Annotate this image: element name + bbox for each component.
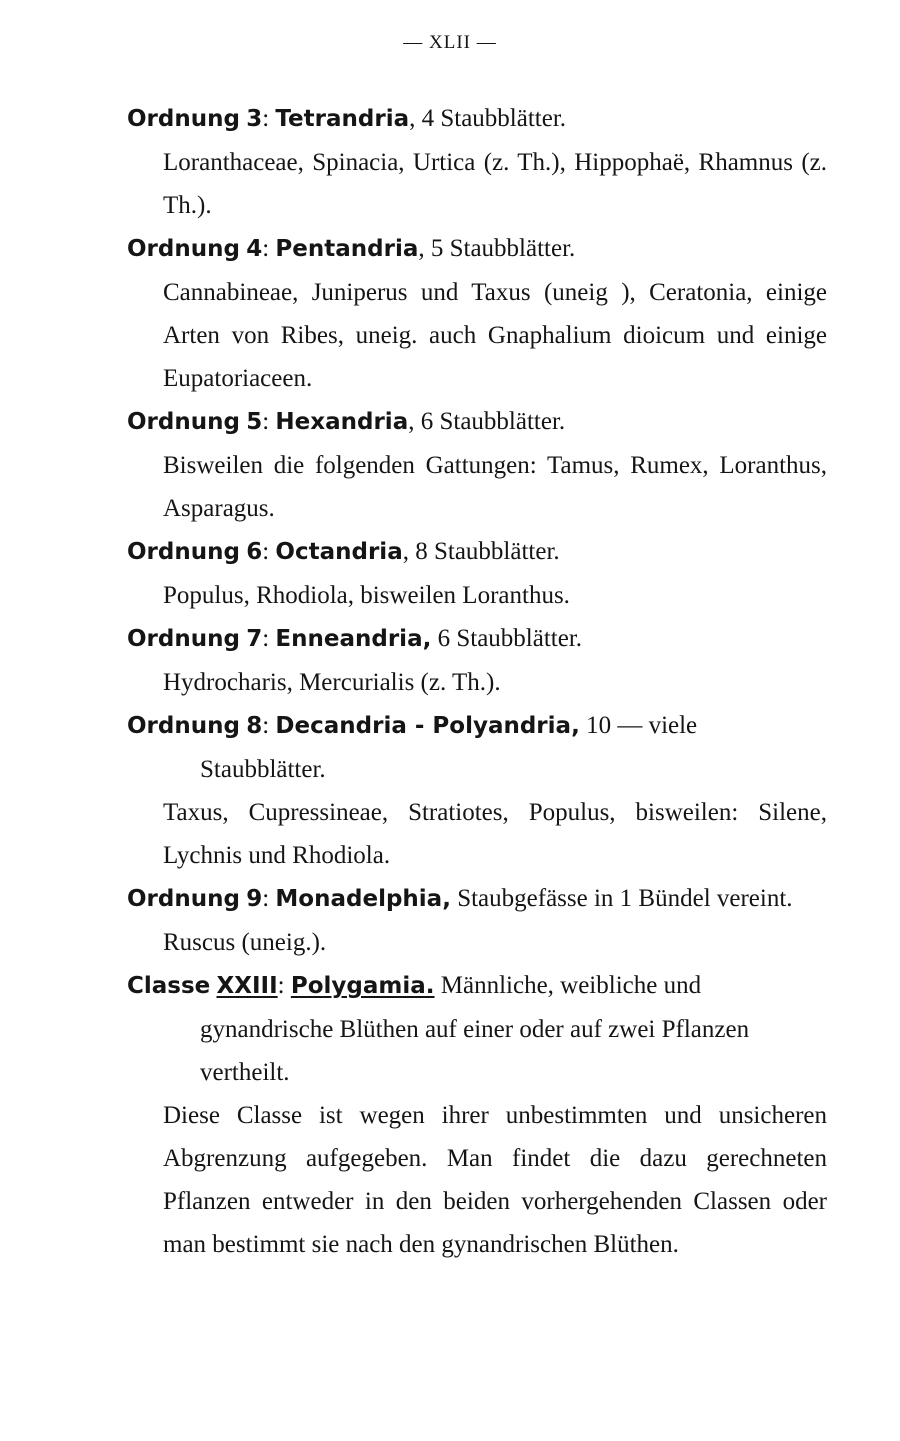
ordnung-7-separator: , [422, 626, 432, 652]
ordnung-7-heading: Ordnung 7: Enneandria, 6 Staubblätter. [127, 625, 583, 652]
ordnung-4-description: 5 Staubblätter. [430, 235, 576, 262]
ordnung-6-number: 6 [246, 539, 263, 565]
ordnung-6-name: Octandria [275, 539, 403, 565]
ordnung-4-heading: Ordnung 4: Pentandria, 5 Staubblätter. [127, 235, 576, 262]
ordnung-8-heading: Ordnung 8: Decandria - Polyandria, 10 — viele Staubblätter. [127, 712, 698, 783]
ordnung-6-heading: Ordnung 6: Octandria, 8 Staubblätter. [127, 538, 560, 565]
ordnung-6-entry [127, 530, 827, 617]
classe-xxiii-entry [127, 964, 827, 1266]
classe-name: Polygamia. [290, 973, 435, 999]
ordnung-9-description: Staubgefässe in 1 Bündel vereint. [457, 885, 793, 912]
ordnung-8-label: Ordnung [127, 713, 240, 739]
ordnung-3-body: Loranthaceae, Spinacia, Urtica (z. Th.), Hippophaë, Rhamnus (z. Th.). [163, 149, 827, 219]
page-number: — XLII — [403, 32, 497, 53]
ordnung-9-body: Ruscus (uneig.). [163, 929, 327, 956]
ordnung-8-number: 8 [246, 713, 263, 739]
ordnung-9-separator: , [442, 886, 451, 912]
ordnung-6-description: 8 Staubblätter. [415, 538, 560, 565]
ordnung-3-number: 3 [246, 106, 263, 132]
ordnung-3-entry [127, 97, 827, 227]
ordnung-4-label: Ordnung [127, 236, 240, 262]
classe-label: Classe [127, 973, 211, 999]
ordnung-6-separator: , [402, 538, 409, 565]
ordnung-4-entry [127, 227, 827, 400]
ordnung-3-heading: Ordnung 3: Tetrandria, 4 Staubblätter. [127, 105, 567, 132]
ordnung-9-heading: Ordnung 9: Monadelphia, Staubgefässe in 1 Bündel vereint. [127, 885, 793, 912]
ordnung-5-description: 6 Staubblätter. [420, 408, 566, 435]
ordnung-7-name: Enneandria [275, 626, 423, 652]
page-content [127, 97, 827, 1266]
ordnung-3-name: Tetrandria [275, 106, 410, 132]
ordnung-8-entry [127, 704, 827, 877]
classe-number: XXIII [216, 973, 278, 999]
ordnung-7-number: 7 [246, 626, 263, 652]
ordnung-5-separator: , [408, 408, 415, 435]
ordnung-7-entry [127, 617, 827, 704]
ordnung-5-label: Ordnung [127, 409, 240, 435]
ordnung-8-separator: , [571, 713, 580, 739]
classe-description: Männliche, weibliche und gynandrische Blüthen auf einer oder auf zwei Pflanzen vertheilt. [200, 972, 750, 1086]
ordnung-4-name: Pentandria [275, 236, 419, 262]
ordnung-4-body: Cannabineae, Juniperus und Taxus (uneig ), Ceratonia, einige Arten von Ribes, uneig. auch Gnaphalium dioicum und einige Eupatoriaceen. [163, 279, 827, 392]
ordnung-8-name: Decandria - Polyandria [275, 713, 572, 739]
ordnung-9-name: Monadelphia [275, 886, 443, 912]
ordnung-5-number: 5 [246, 409, 263, 435]
ordnung-9-number: 9 [246, 886, 263, 912]
ordnung-9-label: Ordnung [127, 886, 240, 912]
ordnung-6-body: Populus, Rhodiola, bisweilen Loranthus. [163, 582, 570, 609]
ordnung-8-body: Taxus, Cupressineae, Stratiotes, Populus, bisweilen: Silene, Lychnis und Rhodiola. [163, 799, 827, 869]
ordnung-6-label: Ordnung [127, 539, 240, 565]
ordnung-5-name: Hexandria [275, 409, 409, 435]
ordnung-9-entry [127, 877, 827, 964]
ordnung-5-heading: Ordnung 5: Hexandria, 6 Staubblätter. [127, 408, 566, 435]
ordnung-7-description: 6 Staubblätter. [437, 625, 583, 652]
classe-body: Diese Classe ist wegen ihrer unbestimmten und unsicheren Abgrenzung aufgegeben. Man findet die dazu gerechneten Pflanzen entweder in den beiden vorhergehenden Classen oder man bestimmt sie nach den gynandrischen Blüthen. [163, 1102, 827, 1258]
classe-xxiii-heading: Classe XXIII: Polygamia. Männliche, weibliche und gynandrische Blüthen auf einer oder auf zwei Pflanzen vertheilt. [127, 972, 750, 1086]
ordnung-3-description: 4 Staubblätter. [421, 105, 567, 132]
ordnung-5-body: Bisweilen die folgenden Gattungen: Tamus, Rumex, Loranthus, Asparagus. [163, 452, 827, 522]
ordnung-7-body: Hydrocharis, Mercurialis (z. Th.). [163, 669, 501, 696]
ordnung-8-description: 10 — viele Staubblätter. [200, 712, 698, 783]
ordnung-4-number: 4 [246, 236, 263, 262]
ordnung-5-entry [127, 400, 827, 530]
ordnung-3-separator: , [409, 105, 416, 132]
ordnung-4-separator: , [418, 235, 425, 262]
ordnung-7-label: Ordnung [127, 626, 240, 652]
ordnung-3-label: Ordnung [127, 106, 240, 132]
